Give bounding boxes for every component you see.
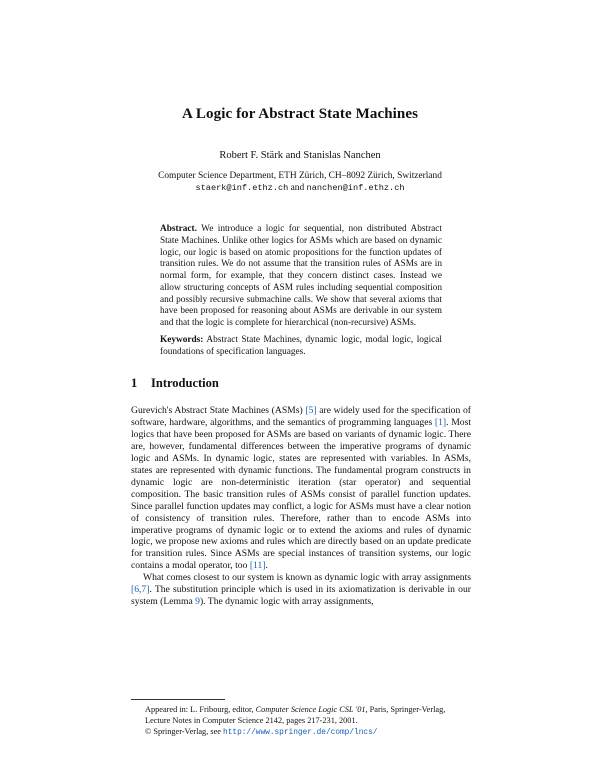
abstract-body xyxy=(160,224,442,330)
affiliation: Computer Science Department, ETH Zürich, CH–8092 Zürich, Switzerland xyxy=(158,171,442,181)
footnote-text: Appeared in: L. Fribourg, editor, xyxy=(145,705,256,714)
paragraph-text: . Most logics that have been proposed for ASMs are based on variants of dynamic logic. There are, however, fundamental differences between the imperative programs of dynamic logic and ASMs. In dynamic logic, states are represented with variables. In ASMs, states are represented with dynamic functions. The fundamental program constructs in dynamic logic are non-deterministic iteration (star operator) and sequential composition. The basic transition rules of ASMs consist of parallel function updates. Since parallel function updates may conflict, a logic for ASMs must have a clear notion of consistency of transition rules. Therefore, rather than to encode ASMs into imperative programs of dynamic logic or to extend the axioms and rules of dynamic logic, we propose new axioms and rules which are directly based on an update predicate for transition rules. Since ASMs are special instances of transition systems, our logic contains a modal operator, too xyxy=(131,416,471,572)
footnote-text: , Paris, Springer-Verlag, Lecture Notes in Computer Science 2142, pages 217-231, 2001. xyxy=(145,705,446,725)
affiliation-block xyxy=(0,170,600,194)
paper-title: A Logic for Abstract State Machines xyxy=(181,106,419,122)
paragraph-text: . The substitution principle which is used in its axiomatization is derivable in our system (Lemma xyxy=(131,584,471,608)
paragraph xyxy=(131,405,471,572)
email-separator: and xyxy=(288,183,307,193)
citation-link[interactable]: [11] xyxy=(249,560,266,572)
paper-authors: Robert F. Stärk and Stanislas Nanchen xyxy=(219,150,381,161)
citation-link[interactable]: [5] xyxy=(305,405,317,416)
lemma-link[interactable]: 9 xyxy=(195,596,200,608)
keywords xyxy=(160,335,442,359)
paragraph-text: . xyxy=(265,560,268,572)
copyright-line xyxy=(145,726,471,739)
paragraph-text: ). The dynamic logic with array assignments, xyxy=(199,596,374,608)
email-nanchen[interactable]: nanchen@inf.ethz.ch xyxy=(306,183,405,193)
keywords-label: Keywords: xyxy=(160,334,204,345)
footnote xyxy=(145,704,471,739)
email-staerk[interactable]: staerk@inf.ethz.ch xyxy=(195,183,289,193)
springer-url-link[interactable]: http://www.springer.de/comp/lncs/ xyxy=(223,729,378,737)
copyright-text: © Springer-Verlag, see xyxy=(145,727,224,736)
citation-link[interactable]: [1] xyxy=(434,416,447,428)
paragraph-text: are widely used for the specification of software, hardware, algorithms, and the semantics of programming languages xyxy=(131,405,471,428)
emails xyxy=(0,182,600,194)
introduction-body xyxy=(131,405,471,608)
footnote-line xyxy=(145,704,471,726)
abstract-label: Abstract. xyxy=(160,224,197,234)
paragraph xyxy=(131,572,471,608)
abstract-text: We introduce a logic for sequential, non distributed Abstract State Machines. Unlike other logics for ASMs which are based on dynamic logic, our logic is based on atomic propositions for the function updates of transition rules. We do not assume that the transition rules of ASMs are in normal form, for example, that they concern distinct cases. Instead we allow structuring concepts of ASM rules including sequential composition and possibly recursive submachine calls. We show that several axioms that have been proposed for reasoning about ASMs are derivable in our system and that the logic is complete for hierarchical (non-recursive) ASMs. xyxy=(160,224,443,328)
paragraph-text: Gurevich's Abstract State Machines (ASMs) xyxy=(131,405,306,416)
section-heading xyxy=(131,376,219,391)
abstract xyxy=(160,224,442,358)
section-number: 1 xyxy=(131,376,138,390)
keywords-text: Abstract State Machines, dynamic logic, modal logic, logical foundations of specification languages. xyxy=(160,334,442,357)
conference-name: Computer Science Logic CSL '01 xyxy=(255,705,366,714)
footnote-rule xyxy=(131,699,225,700)
paragraph-text: What comes closest to our system is known as dynamic logic with array assignments xyxy=(143,572,471,584)
citation-link[interactable]: [6,7] xyxy=(131,584,150,596)
section-title: Introduction xyxy=(151,376,219,390)
